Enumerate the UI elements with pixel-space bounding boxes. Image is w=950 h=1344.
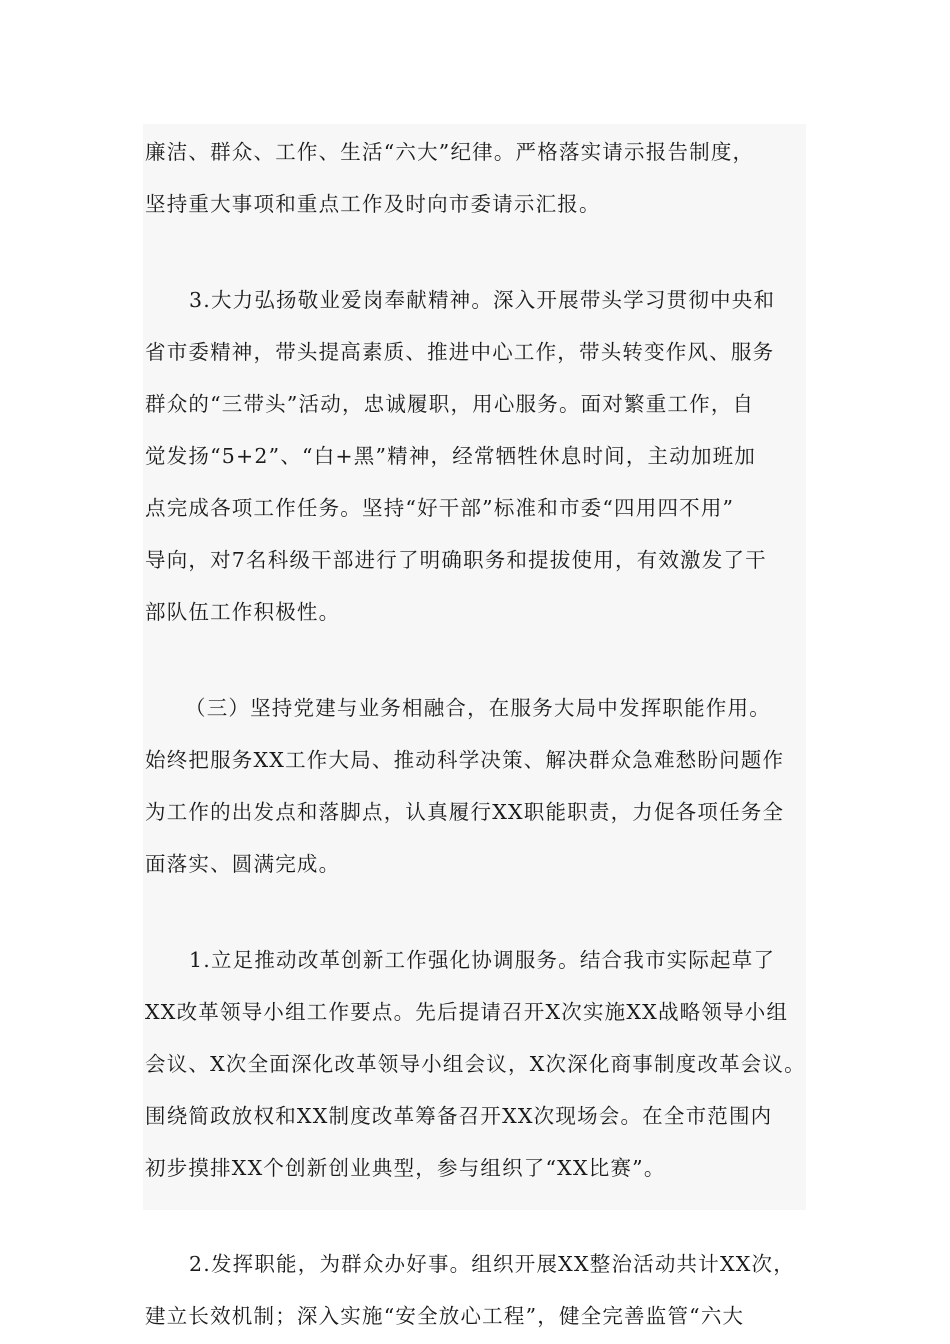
paragraph-gap	[145, 1194, 805, 1238]
text-line: 廉洁、群众、工作、生活“六大”纪律。严格落实请示报告制度，	[145, 140, 755, 164]
text-line: 省市委精神，带头提高素质、推进中心工作，带头转变作风、服务	[145, 340, 775, 364]
paragraph-discipline	[145, 126, 805, 230]
text-line: 为工作的出发点和落脚点，认真履行XX职能职责，力促各项任务全	[145, 800, 785, 824]
text-line: 始终把服务XX工作大局、推动科学决策、解决群众急难愁盼问题作	[145, 748, 785, 772]
text-line: 点完成各项工作任务。坚持“好干部”标准和市委“四用四不用”	[145, 496, 735, 520]
paragraph-reform	[145, 934, 805, 1194]
paragraph-gap	[145, 638, 805, 682]
text-line: 部队伍工作积极性。	[145, 600, 341, 624]
text-line: 3.大力弘扬敬业爱岗奉献精神。深入开展带头学习贯彻中央和	[189, 288, 776, 312]
text-line: 建立长效机制；深入实施“安全放心工程”，健全完善监管“六大	[145, 1304, 745, 1328]
text-line: 围绕简政放权和XX制度改革筹备召开XX次现场会。在全市范围内	[145, 1104, 773, 1128]
text-line: 1.立足推动改革创新工作强化协调服务。结合我市实际起草了	[189, 948, 776, 972]
paragraph-service	[145, 1238, 805, 1342]
paragraph-gap	[145, 230, 805, 274]
paragraph-dedication	[145, 274, 805, 638]
text-line: 群众的“三带头”活动，忠诚履职，用心服务。面对繁重工作，自	[145, 392, 755, 416]
text-line: 觉发扬“5+2”、“白+黑”精神，经常牺牲休息时间，主动加班加	[145, 444, 757, 468]
text-line: 导向，对7名科级干部进行了明确职务和提拔使用，有效激发了干	[145, 548, 767, 572]
paragraph-gap	[145, 890, 805, 934]
text-line: 初步摸排XX个创新创业典型，参与组织了“XX比赛”。	[145, 1156, 666, 1180]
paragraph-section-three	[145, 682, 805, 890]
text-line: 坚持重大事项和重点工作及时向市委请示汇报。	[145, 192, 601, 216]
document-body	[145, 126, 805, 1342]
text-line: 面落实、圆满完成。	[145, 852, 341, 876]
section-heading: （三）坚持党建与业务相融合，在服务大局中发挥职能作用。	[185, 696, 771, 720]
text-line: 2.发挥职能，为群众办好事。组织开展XX整治活动共计XX次，	[189, 1252, 795, 1276]
text-line: 会议、X次全面深化改革领导小组会议，X次深化商事制度改革会议。	[145, 1052, 806, 1076]
text-line: XX改革领导小组工作要点。先后提请召开X次实施XX战略领导小组	[145, 1000, 789, 1024]
